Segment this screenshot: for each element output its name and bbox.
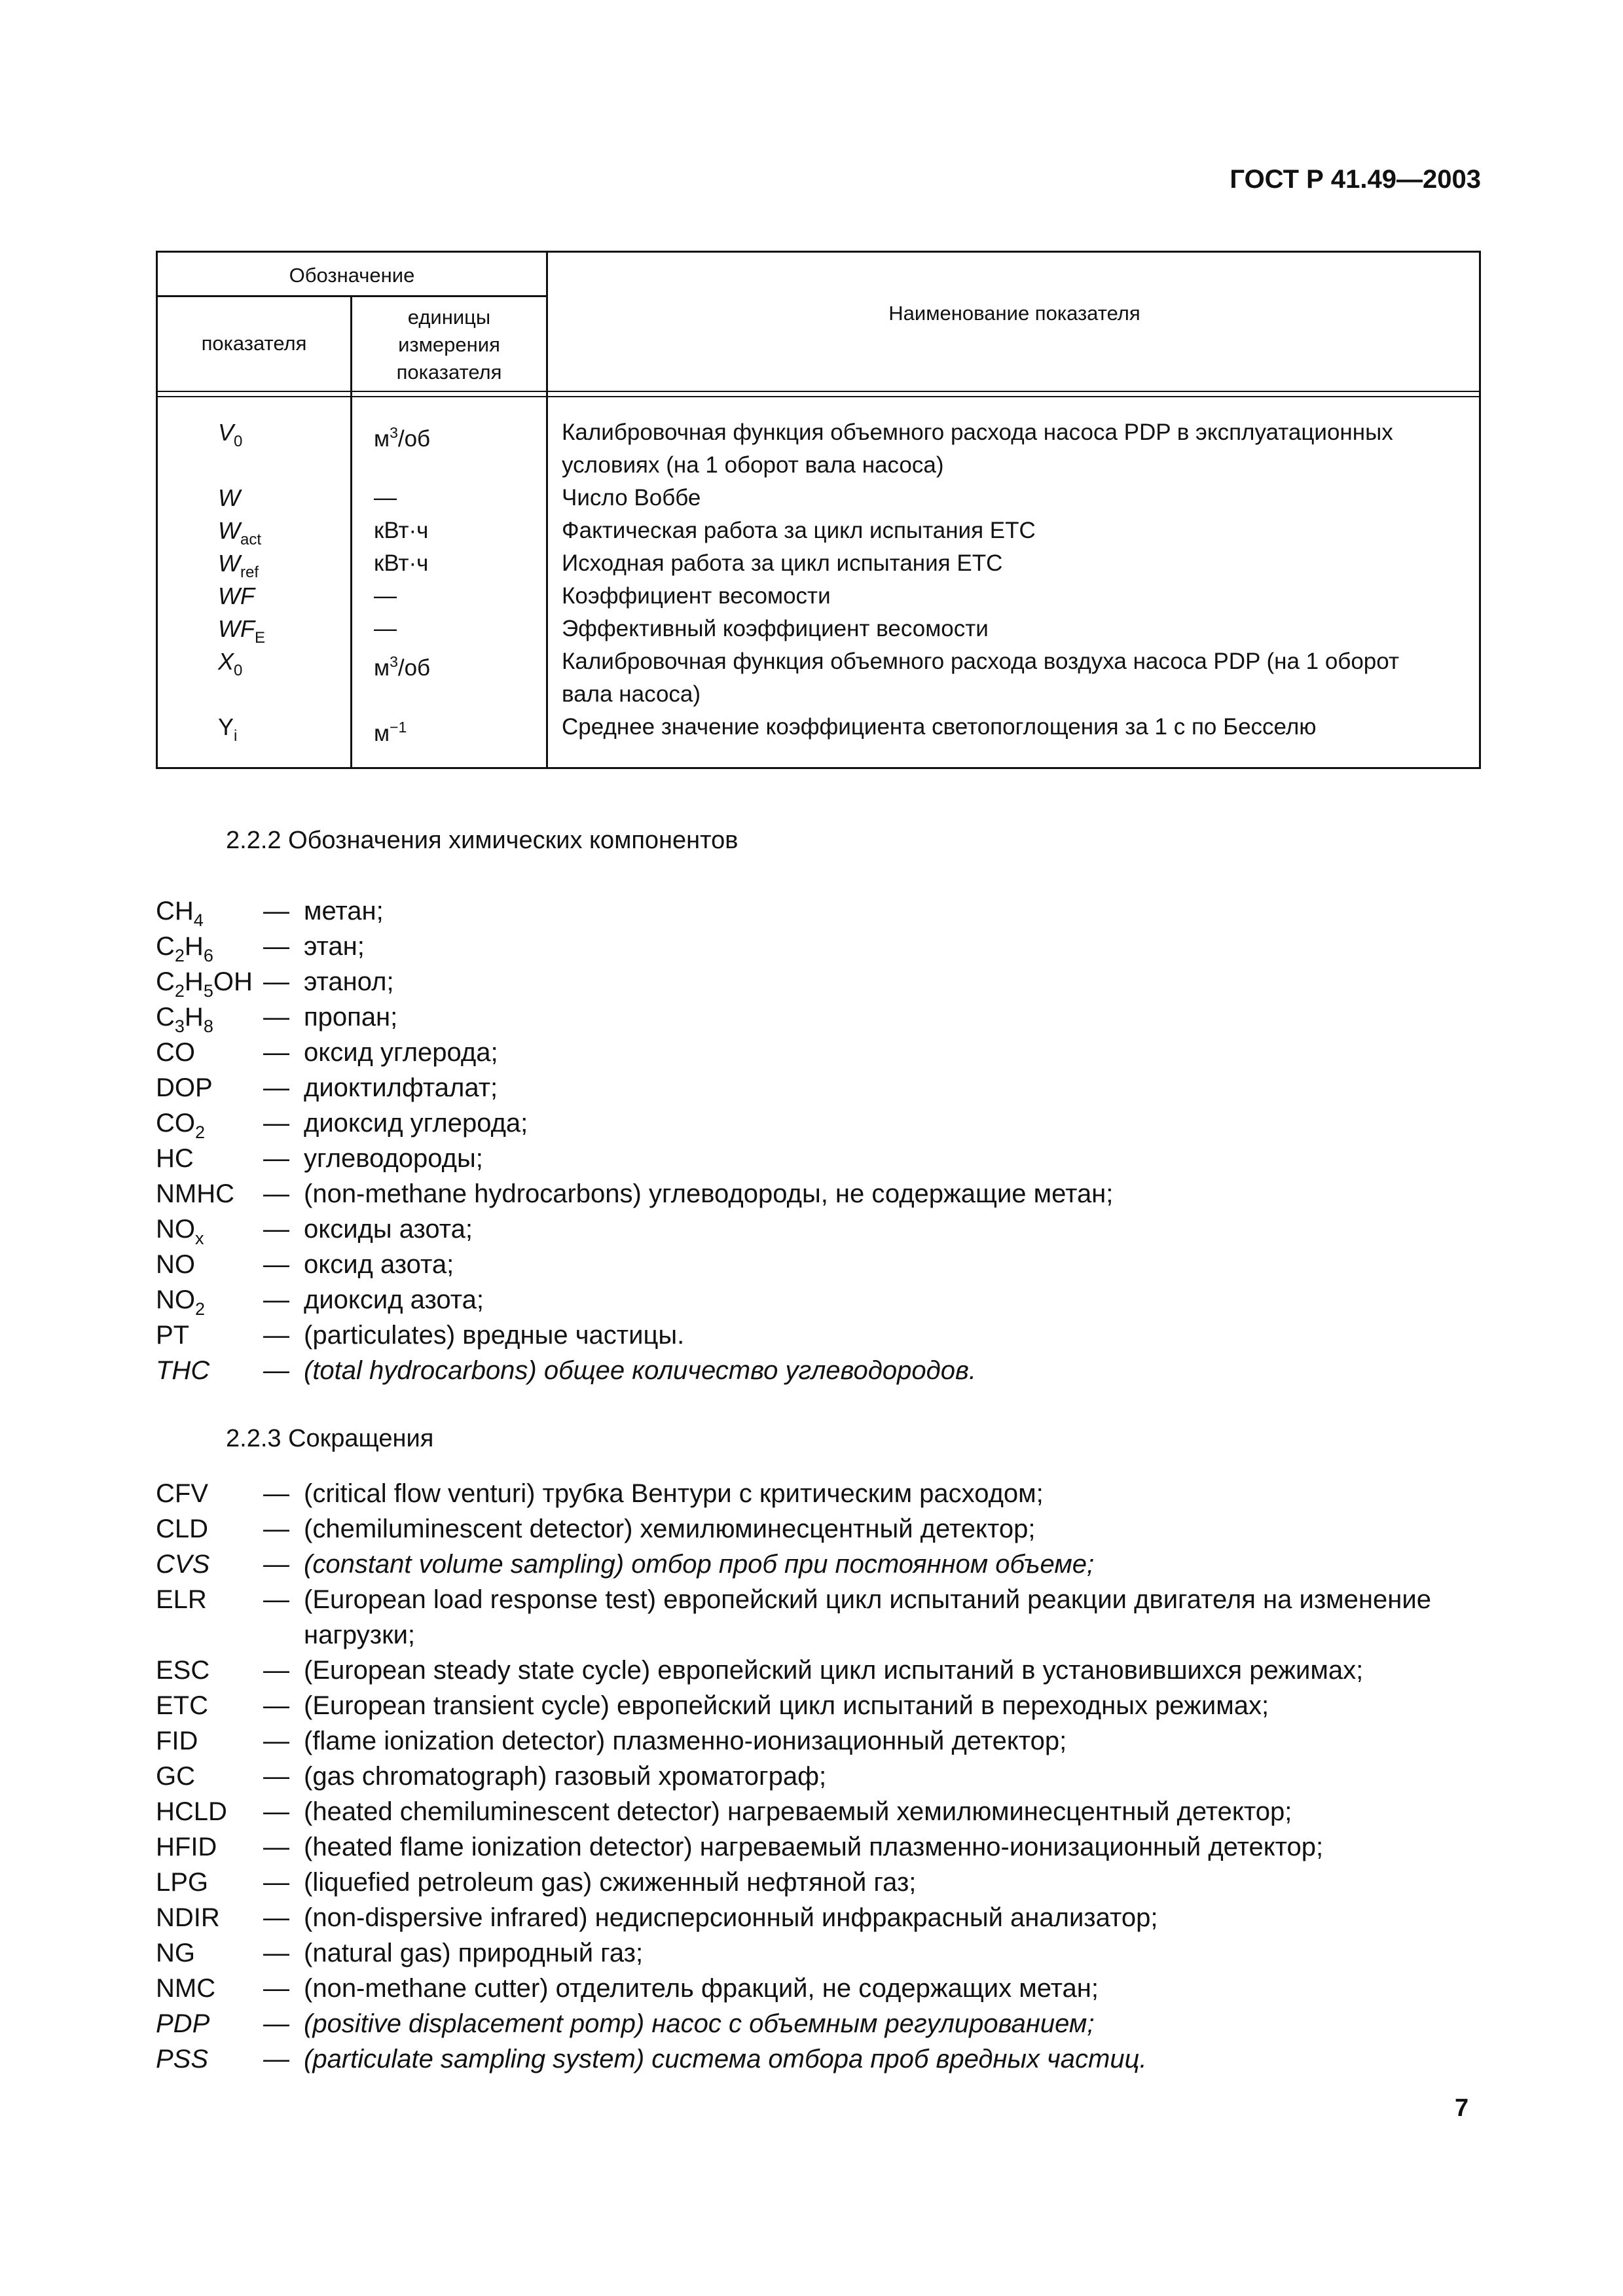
chemical-description: (non-methane hydrocarbons) углеводороды, не содержащие метан; [304, 1179, 1114, 1208]
row-name: Среднее значение коэффициента светопоглощения за 1 с по Бесселю [562, 714, 1317, 740]
abbreviation-description: (European load response test) европейский цикл испытаний реакции двигателя на изменение [304, 1585, 1431, 1614]
symbol-subscript: 0 [234, 662, 243, 679]
dash: — [263, 932, 289, 961]
formula-part: 2 [174, 946, 185, 965]
chemical-description: этан; [304, 932, 365, 961]
unit-text: кВт·ч [374, 518, 429, 543]
dash: — [263, 2045, 289, 2073]
dash: — [263, 1515, 289, 1543]
symbol-subscript: 0 [234, 433, 243, 450]
abbreviation-item [0, 1759, 1623, 1794]
chemical-item [0, 964, 1623, 999]
dash: — [263, 1833, 289, 1861]
formula-part: H [184, 932, 204, 961]
chemical-item [0, 893, 1623, 929]
chemical-description: углеводороды; [304, 1144, 483, 1173]
row-unit [374, 645, 430, 685]
row-unit [374, 711, 407, 750]
formula-part: H [184, 967, 204, 996]
row-name: Коэффициент весомости [562, 583, 831, 609]
abbreviation-key: ELR [156, 1585, 207, 1614]
formula-part: C [156, 932, 175, 961]
abbreviation-key: FID [156, 1727, 198, 1755]
abbreviation-key: HCLD [156, 1797, 227, 1826]
abbreviation-description: (critical flow venturi) трубка Вентури с критическим расходом; [304, 1479, 1044, 1508]
unit-text: — [374, 616, 397, 641]
abbreviation-item [0, 2006, 1623, 2041]
dash: — [263, 1038, 289, 1067]
chemical-item [0, 1247, 1623, 1282]
table-divider [546, 253, 548, 767]
symbol-letter: WF [218, 583, 255, 609]
chemical-description: диоксид азота; [304, 1285, 484, 1314]
row-name: Исходная работа за цикл испытания ETC [562, 550, 1003, 576]
dash: — [263, 1903, 289, 1932]
unit-text: /об [397, 655, 431, 681]
abbreviation-key: HFID [156, 1833, 217, 1861]
chemical-item [0, 1035, 1623, 1070]
symbol-subscript: i [234, 727, 238, 745]
abbreviation-description: (liquefied petroleum gas) сжиженный нефтяной газ; [304, 1868, 917, 1897]
abbreviation-key: CVS [156, 1550, 210, 1579]
row-name: вала насоса) [562, 681, 701, 707]
chemical-formula [156, 1318, 189, 1353]
chemical-item [0, 1070, 1623, 1105]
chemical-formula [156, 1247, 195, 1282]
formula-part: THC [156, 1356, 210, 1385]
dash: — [263, 1073, 289, 1102]
formula-part: NO [156, 1285, 195, 1314]
row-name: Калибровочная функция объемного расхода насоса PDP в эксплуатационных [562, 420, 1393, 445]
symbol-letter: Y [218, 713, 234, 740]
row-symbol [218, 416, 242, 458]
abbreviation-key: CLD [156, 1515, 209, 1543]
row-unit [374, 580, 397, 613]
row-symbol [218, 580, 255, 613]
abbreviation-key: ESC [156, 1656, 210, 1685]
symbol-letter: W [218, 484, 240, 511]
abbreviation-item [0, 1582, 1623, 1653]
abbreviation-description: (heated chemiluminescent detector) нагреваемый хемилюминесцентный детектор; [304, 1797, 1292, 1826]
dash: — [263, 1656, 289, 1685]
chemical-item [0, 1282, 1623, 1318]
formula-part: C [156, 967, 175, 996]
row-symbol [218, 645, 242, 687]
unit-text: м [374, 655, 390, 681]
unit-text: /об [397, 426, 431, 452]
chemical-description: оксиды азота; [304, 1215, 473, 1244]
abbreviation-description: (European transient cycle) европейский цикл испытаний в переходных режимах; [304, 1691, 1269, 1720]
row-unit [374, 613, 397, 645]
unit-superscript: 3 [390, 424, 398, 441]
abbreviation-key: NDIR [156, 1903, 220, 1932]
table-group-header: Обозначение [289, 264, 415, 287]
abbreviation-item [0, 1547, 1623, 1582]
chemical-item [0, 1318, 1623, 1353]
abbreviation-description: (positive displacement pomp) насос с объемным регулированием; [304, 2009, 1095, 2038]
formula-part: CO [156, 1038, 195, 1067]
row-name: Эффективный коэффициент весомости [562, 616, 989, 641]
section-heading-chemical: 2.2.2 Обозначения химических компонентов [226, 827, 739, 854]
dash: — [263, 897, 289, 925]
dash: — [263, 1215, 289, 1244]
row-name: условиях (на 1 оборот вала насоса) [562, 452, 944, 478]
formula-part: CO [156, 1109, 195, 1138]
formula-part: PT [156, 1321, 190, 1350]
unit-superscript: 3 [390, 653, 398, 670]
dash: — [263, 1144, 289, 1173]
document-standard-number: ГОСТ Р 41.49—2003 [1230, 165, 1481, 194]
table-divider [158, 295, 548, 297]
symbol-letter: V [218, 419, 234, 446]
unit-text: кВт·ч [374, 550, 429, 576]
formula-part: NMHC [156, 1179, 234, 1208]
formula-part: 6 [203, 946, 213, 965]
chemical-description: пропан; [304, 1003, 398, 1031]
formula-part: DOP [156, 1073, 213, 1102]
abbreviation-key: LPG [156, 1868, 209, 1897]
dash: — [263, 1003, 289, 1031]
chemical-formula [156, 1176, 234, 1211]
abbreviation-item [0, 1865, 1623, 1900]
chemical-description: диоктилфталат; [304, 1073, 498, 1102]
abbreviation-key: PSS [156, 2045, 209, 2073]
chemical-item [0, 1105, 1623, 1141]
abbreviation-key: ETC [156, 1691, 208, 1720]
row-symbol [218, 482, 240, 514]
unit-text: м [374, 721, 390, 746]
row-unit [374, 514, 428, 547]
row-name: Фактическая работа за цикл испытания ETC [562, 518, 1036, 543]
chemical-description: этанол; [304, 967, 394, 996]
abbreviation-description: (heated flame ionization detector) нагреваемый плазменно-ионизационный детектор; [304, 1833, 1324, 1861]
dash: — [263, 1797, 289, 1826]
row-unit [374, 416, 430, 456]
formula-part: x [195, 1229, 204, 1248]
dash: — [263, 1868, 289, 1897]
abbreviation-key: NG [156, 1939, 195, 1967]
formula-part: 2 [195, 1122, 206, 1142]
dash: — [263, 1974, 289, 2003]
abbreviation-description: (non-methane cutter) отделитель фракций, не содержащих метан; [304, 1974, 1099, 2003]
dash: — [263, 967, 289, 996]
formula-part: 2 [195, 1299, 206, 1319]
formula-part: CH [156, 897, 194, 925]
abbreviation-key: NMC [156, 1974, 216, 2003]
formula-part: C [156, 1003, 175, 1031]
symbol-letter: W [218, 517, 240, 544]
abbreviation-item [0, 2041, 1623, 2077]
chemical-formula [156, 1070, 213, 1105]
formula-part: 8 [203, 1016, 213, 1036]
formula-part: NO [156, 1250, 195, 1279]
formula-part: HC [156, 1144, 194, 1173]
abbreviation-description: (European steady state cycle) европейский цикл испытаний в установившихся режимах; [304, 1656, 1364, 1685]
abbreviation-description: (non-dispersive infrared) недисперсионный инфракрасный анализатор; [304, 1903, 1158, 1932]
unit-text: м [374, 426, 390, 452]
unit-text: — [374, 485, 397, 511]
row-symbol [218, 711, 237, 753]
chemical-formula [156, 1353, 210, 1388]
dash: — [263, 2009, 289, 2038]
row-name: Калибровочная функция объемного расхода воздуха насоса PDP (на 1 оборот [562, 649, 1400, 674]
symbol-subscript: E [254, 629, 265, 647]
table-header-separator [158, 396, 1479, 397]
chemical-description: (particulates) вредные частицы. [304, 1321, 685, 1350]
dash: — [263, 1250, 289, 1279]
chemical-description: метан; [304, 897, 384, 925]
abbreviation-description: (flame ionization detector) плазменно-ионизационный детектор; [304, 1727, 1067, 1755]
chemical-item [0, 929, 1623, 964]
table-header-units: единицы измерения показателя [396, 306, 502, 384]
abbreviation-item [0, 1900, 1623, 1935]
dash: — [263, 1109, 289, 1138]
symbol-subscript: ref [240, 564, 259, 581]
table-header-name: Наименование показателя [888, 302, 1140, 325]
chemical-description: диоксид углерода; [304, 1109, 528, 1138]
chemical-item [0, 1176, 1623, 1211]
symbol-letter: X [218, 648, 234, 675]
row-unit [374, 482, 397, 514]
abbreviation-description: нагрузки; [304, 1621, 416, 1649]
dash: — [263, 1285, 289, 1314]
abbreviation-description: (particulate sampling system) система отбора проб вредных частиц. [304, 2045, 1147, 2073]
formula-part: 3 [174, 1016, 185, 1036]
chemical-item [0, 999, 1623, 1035]
chemical-item [0, 1141, 1623, 1176]
formula-part: OH [213, 967, 253, 996]
dash: — [263, 1321, 289, 1350]
abbreviation-key: CFV [156, 1479, 208, 1508]
abbreviation-item [0, 1653, 1623, 1688]
unit-text: — [374, 583, 397, 609]
dash: — [263, 1179, 289, 1208]
chemical-description: оксид азота; [304, 1250, 454, 1279]
formula-part: 5 [203, 981, 213, 1001]
table-header-indicator: показателя [201, 332, 307, 355]
abbreviation-item [0, 1829, 1623, 1865]
dash: — [263, 1727, 289, 1755]
dash: — [263, 1356, 289, 1385]
dash: — [263, 1479, 289, 1508]
section-heading-abbreviations: 2.2.3 Сокращения [226, 1425, 434, 1452]
formula-part: H [184, 1003, 204, 1031]
unit-superscript: −1 [390, 719, 407, 736]
table-header-separator [158, 391, 1479, 392]
symbols-table [156, 251, 1481, 769]
dash: — [263, 1939, 289, 1967]
symbol-letter: W [218, 550, 240, 577]
abbreviation-description: (natural gas) природный газ; [304, 1939, 644, 1967]
chemical-description: (total hydrocarbons) общее количество углеводородов. [304, 1356, 976, 1385]
chemical-item [0, 1353, 1623, 1388]
row-name: Число Воббе [562, 485, 701, 511]
dash: — [263, 1762, 289, 1791]
chemical-item [0, 1211, 1623, 1247]
chemical-formula [156, 1141, 194, 1176]
abbreviation-item [0, 1688, 1623, 1723]
abbreviation-item [0, 1511, 1623, 1547]
formula-part: 2 [174, 981, 185, 1001]
row-unit [374, 547, 428, 580]
symbol-letter: WF [218, 615, 255, 642]
abbreviation-description: (gas chromatograph) газовый хроматограф; [304, 1762, 827, 1791]
dash: — [263, 1691, 289, 1720]
chemical-description: оксид углерода; [304, 1038, 498, 1067]
dash: — [263, 1585, 289, 1614]
abbreviation-item [0, 1971, 1623, 2006]
abbreviation-key: GC [156, 1762, 195, 1791]
table-divider [350, 297, 352, 767]
abbreviation-item [0, 1723, 1623, 1759]
abbreviation-item [0, 1476, 1623, 1511]
abbreviation-item [0, 1935, 1623, 1971]
dash: — [263, 1550, 289, 1579]
abbreviation-item [0, 1794, 1623, 1829]
abbreviation-description: (constant volume sampling) отбор проб при постоянном объеме; [304, 1550, 1095, 1579]
abbreviation-description: (chemiluminescent detector) хемилюминесцентный детектор; [304, 1515, 1036, 1543]
formula-part: NO [156, 1215, 195, 1244]
chemical-formula [156, 1035, 195, 1070]
formula-part: 4 [193, 910, 204, 930]
page-number: 7 [1455, 2094, 1469, 2122]
symbol-subscript: act [240, 531, 261, 548]
abbreviation-key: PDP [156, 2009, 210, 2038]
